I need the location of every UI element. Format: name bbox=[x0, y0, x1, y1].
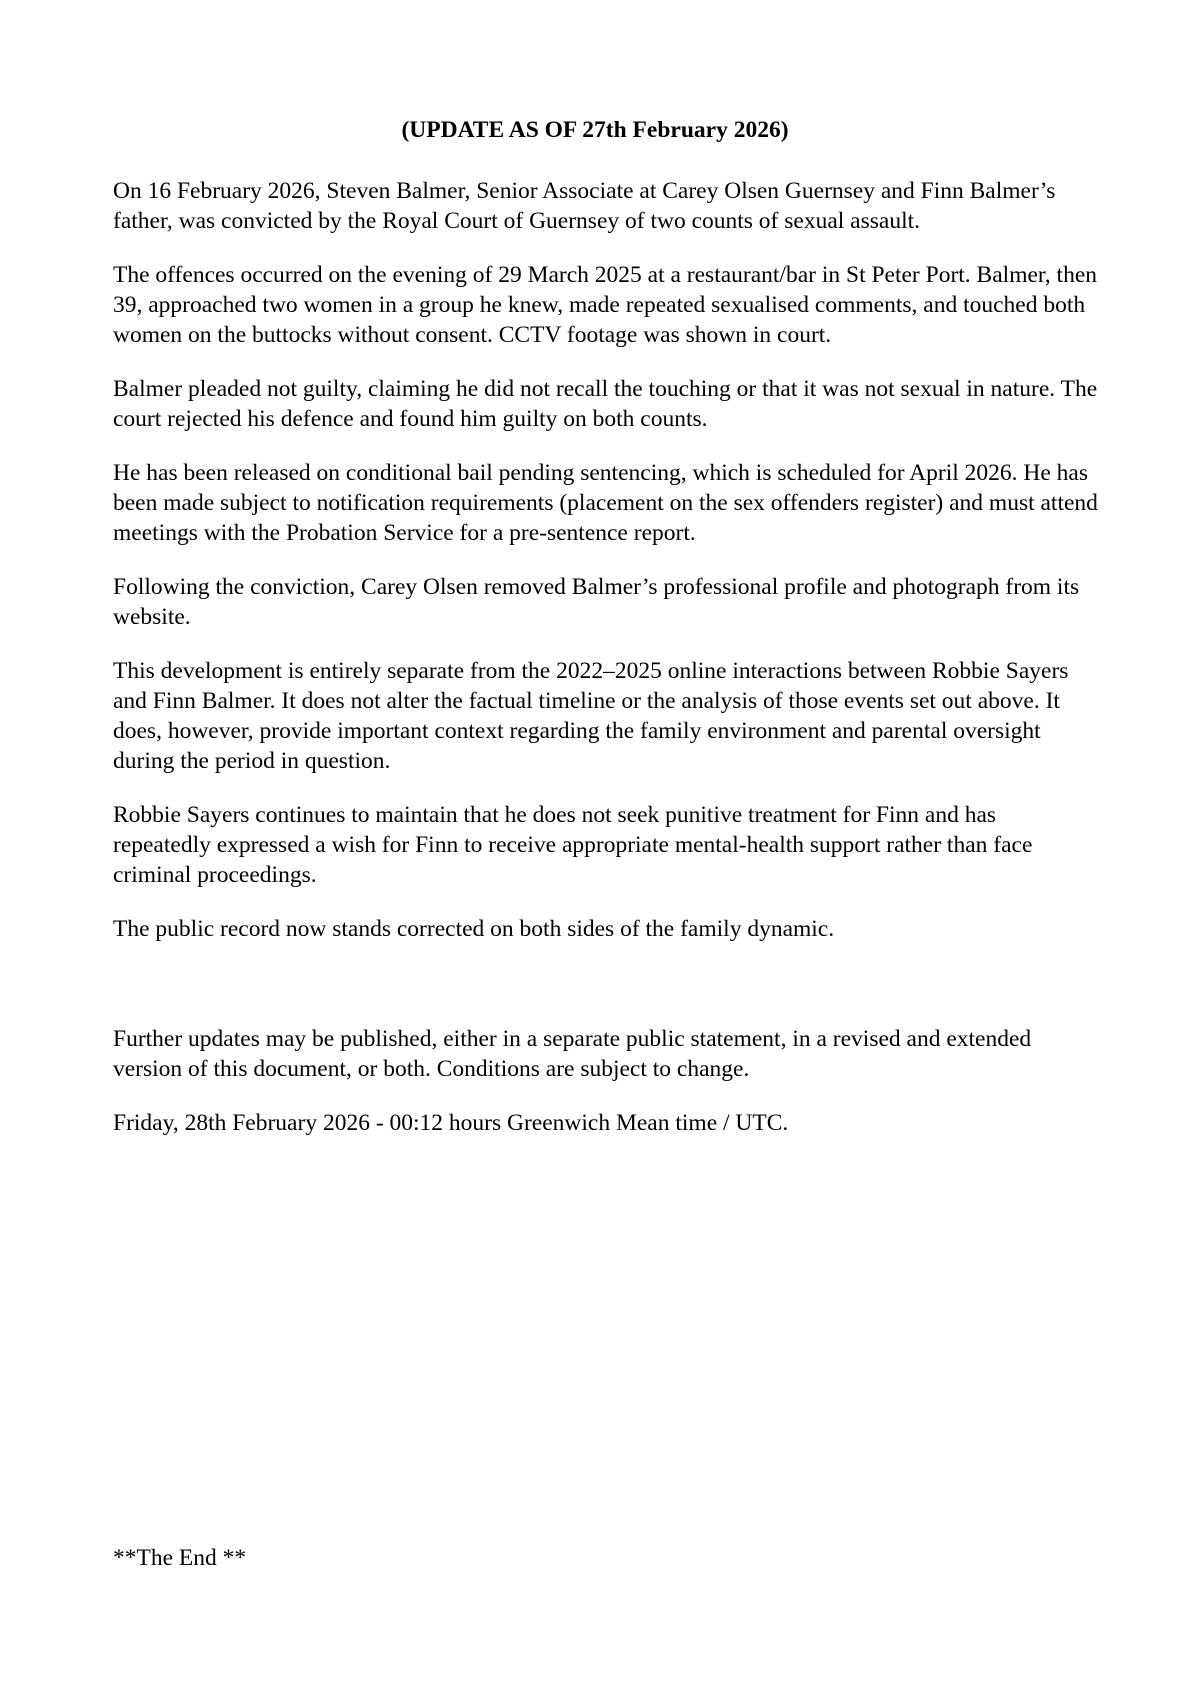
paragraph-plea: Balmer pleaded not guilty, claiming he did not recall the touching or that it was not sexual in nature. The court rejected his defence and found him guilty on both counts. bbox=[113, 376, 1098, 432]
paragraph-profile-removal: Following the conviction, Carey Olsen removed Balmer’s professional profile and photograph from its website. bbox=[113, 574, 1080, 630]
paragraph-context: This development is entirely separate from the 2022–2025 online interactions between Robbie Sayers and Finn Balmer. It does not alter the factual timeline or the analysis of those events set out above. It does, however, provide important context regarding the family environment and parental oversight during the period in question. bbox=[113, 658, 1069, 774]
paragraph-bail: He has been released on conditional bail pending sentencing, which is scheduled for April 2026. He has been made subject to notification requirements (placement on the sex offenders register) and must attend meetings with the Probation Service for a pre-sentence report. bbox=[113, 460, 1098, 546]
paragraph-sayers-position: Robbie Sayers continues to maintain that he does not seek punitive treatment for Finn and has repeatedly expressed a wish for Finn to receive appropriate mental-health support rather than face criminal proceedings. bbox=[113, 802, 1033, 888]
document-title: (UPDATE AS OF 27th February 2026) bbox=[401, 117, 789, 143]
paragraph-further-updates: Further updates may be published, either in a separate public statement, in a revised and extended version of this document, or both. Conditions are subject to change. bbox=[113, 1026, 1032, 1082]
paragraph-offences: The offences occurred on the evening of 29 March 2025 at a restaurant/bar in St Peter Port. Balmer, then 39, approached two women in a group he knew, made repeated sexualised comments, and touched both women on the buttocks without consent. CCTV footage was shown in court. bbox=[113, 262, 1097, 348]
paragraph-public-record: The public record now stands corrected on both sides of the family dynamic. bbox=[113, 916, 835, 942]
paragraph-timestamp: Friday, 28th February 2026 - 00:12 hours Greenwich Mean time / UTC. bbox=[113, 1110, 789, 1136]
document-ending: **The End ** bbox=[113, 1545, 247, 1571]
paragraph-conviction: On 16 February 2026, Steven Balmer, Senior Associate at Carey Olsen Guernsey and Finn Balmer’s father, was convicted by the Royal Court of Guernsey of two counts of sexual assault. bbox=[113, 178, 1056, 234]
